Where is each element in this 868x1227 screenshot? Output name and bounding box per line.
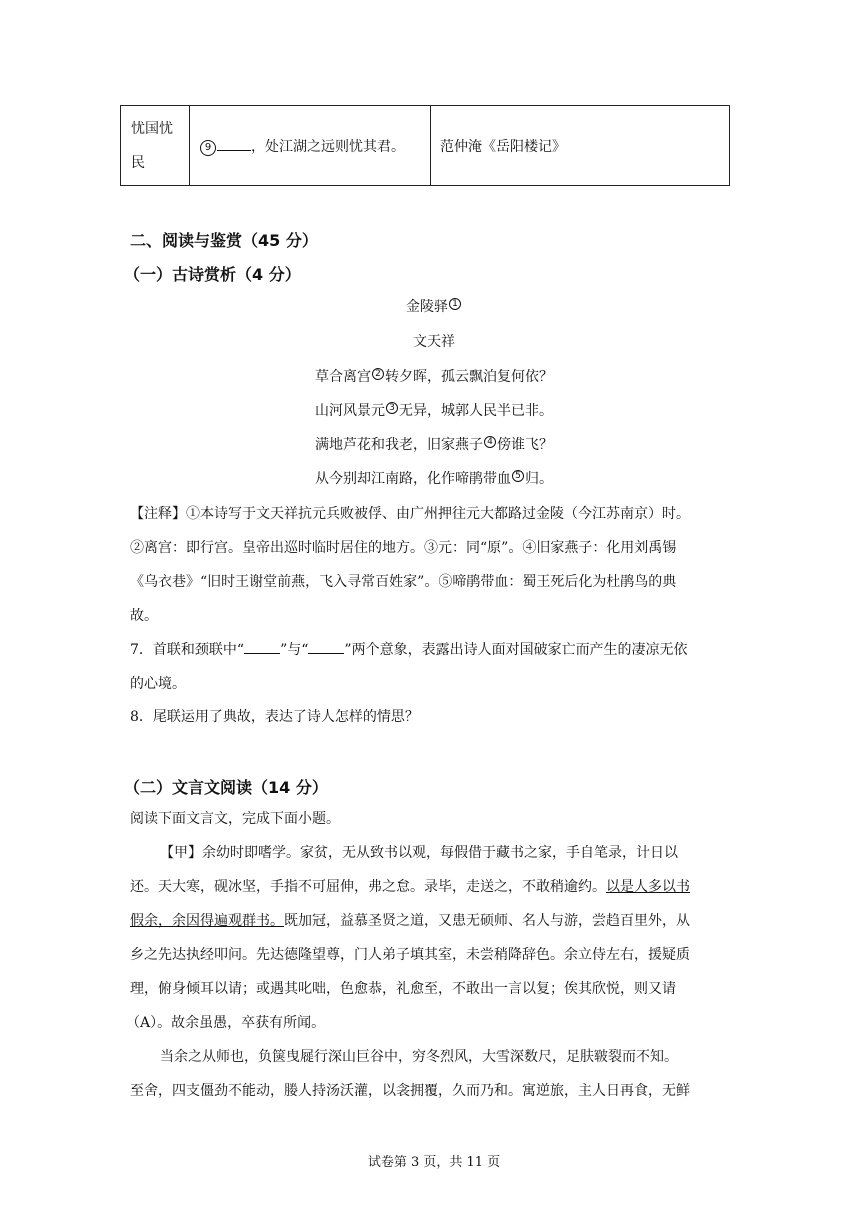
poem-line: 山河风景元 3 无异，城郭人民半已非。: [315, 403, 553, 419]
notes-line: 《乌衣巷》“旧时王谢堂前燕，飞入寻常百姓家”。⑤啼鹃带血：蜀王死后化为杜鹃鸟的典: [130, 574, 677, 590]
fill-blank[interactable]: [217, 150, 251, 151]
part2-intro: 阅读下面文言文，完成下面小题。: [130, 811, 340, 827]
note-marker: 4: [484, 436, 496, 448]
source-cell: 范仲淹《岳阳楼记》: [431, 106, 730, 186]
poetry-table: [120, 105, 730, 186]
category-line-1: 忧国忧: [131, 120, 173, 137]
poem-line: 满地芦花和我老，旧家燕子 4 傍谁飞？: [315, 437, 553, 453]
question-8: 8．尾联运用了典故，表达了诗人怎样的情思？: [130, 709, 419, 725]
answer-blank[interactable]: [244, 653, 280, 654]
notes-line: 故。: [130, 608, 158, 624]
part2-title: （二）文言文阅读（14 分）: [124, 778, 328, 797]
notes-line: 【注释】①本诗写于文天祥抗元兵败被俘、由广州押往元大都路过金陵（今江苏南京）时。: [130, 506, 690, 522]
note-marker: 3: [386, 402, 398, 414]
passage-line: 至舍，四支僵劲不能动，媵人持汤沃灌，以衾拥覆，久而乃和。寓逆旅，主人日再食，无鲜: [130, 1083, 690, 1099]
sentence-text: ，处江湖之远则忧其君。: [251, 138, 405, 155]
passage-line: 还。天大寒，砚冰坚，手指不可屈伸，弗之怠。录毕，走送之，不敢稍逾约。以是人多以书: [130, 879, 690, 895]
note-marker: 5: [512, 470, 524, 482]
poem-author: 文天祥: [413, 334, 455, 350]
page-footer: 试卷第 3 页，共 11 页: [367, 1155, 501, 1170]
passage-line: 理，俯身倾耳以请；或遇其叱咄，色愈恭，礼愈至，不敢出一言以复；俟其欣悦，则又请: [130, 981, 676, 997]
poem-line: 从今别却江南路，化作啼鹃带血 5 归。: [315, 471, 553, 487]
section-title: 二、阅读与鉴赏（45 分）: [130, 231, 318, 250]
table-row: [121, 106, 730, 186]
blank-number: 9: [200, 140, 216, 156]
sentence-cell: [190, 106, 431, 186]
poem-title-text: 金陵驿: [406, 299, 448, 315]
answer-blank[interactable]: [308, 653, 344, 654]
poem-title: [0, 296, 868, 316]
question-7-cont: 的心境。: [130, 676, 186, 692]
passage-line: 乡之先达执经叩问。先达德隆望尊，门人弟子填其室，未尝稍降辞色。余立侍左右，援疑质: [130, 947, 690, 963]
passage-line: （A）。故余虽愚，卒获有所闻。: [126, 1015, 326, 1031]
passage-line: 当余之从师也，负箧曳屣行深山巨谷中，穷冬烈风，大雪深数尺，足肤皲裂而不知。: [160, 1049, 678, 1065]
question-7: 7．首联和颈联中“ ”与“ ”两个意象，表露出诗人面对国破家亡而产生的凄凉无依: [130, 642, 688, 658]
note-marker: 2: [372, 368, 384, 380]
underlined-sentence: 假余，余因得遍观群书。: [130, 913, 284, 929]
part1-title: （一）古诗赏析（4 分）: [124, 265, 301, 284]
notes-line: ②离宫：即行宫。皇帝出巡时临时居住的地方。③元：同“原”。④旧家燕子：化用刘禹锡: [130, 540, 677, 556]
passage-line: 假余，余因得遍观群书。既加冠，益慕圣贤之道，又患无硕师、名人与游，尝趋百里外，从: [130, 913, 690, 929]
underlined-sentence: 以是人多以书: [606, 879, 690, 895]
note-marker: 1: [449, 298, 461, 310]
poem-line: 草合离宫 2 转夕晖，孤云飘泊复何依？: [315, 369, 553, 385]
category-cell: [121, 106, 190, 186]
passage-line: 【甲】余幼时即嗜学。家贫，无从致书以观，每假借于藏书之家，手自笔录，计日以: [160, 845, 678, 861]
category-line-2: 民: [131, 154, 145, 171]
